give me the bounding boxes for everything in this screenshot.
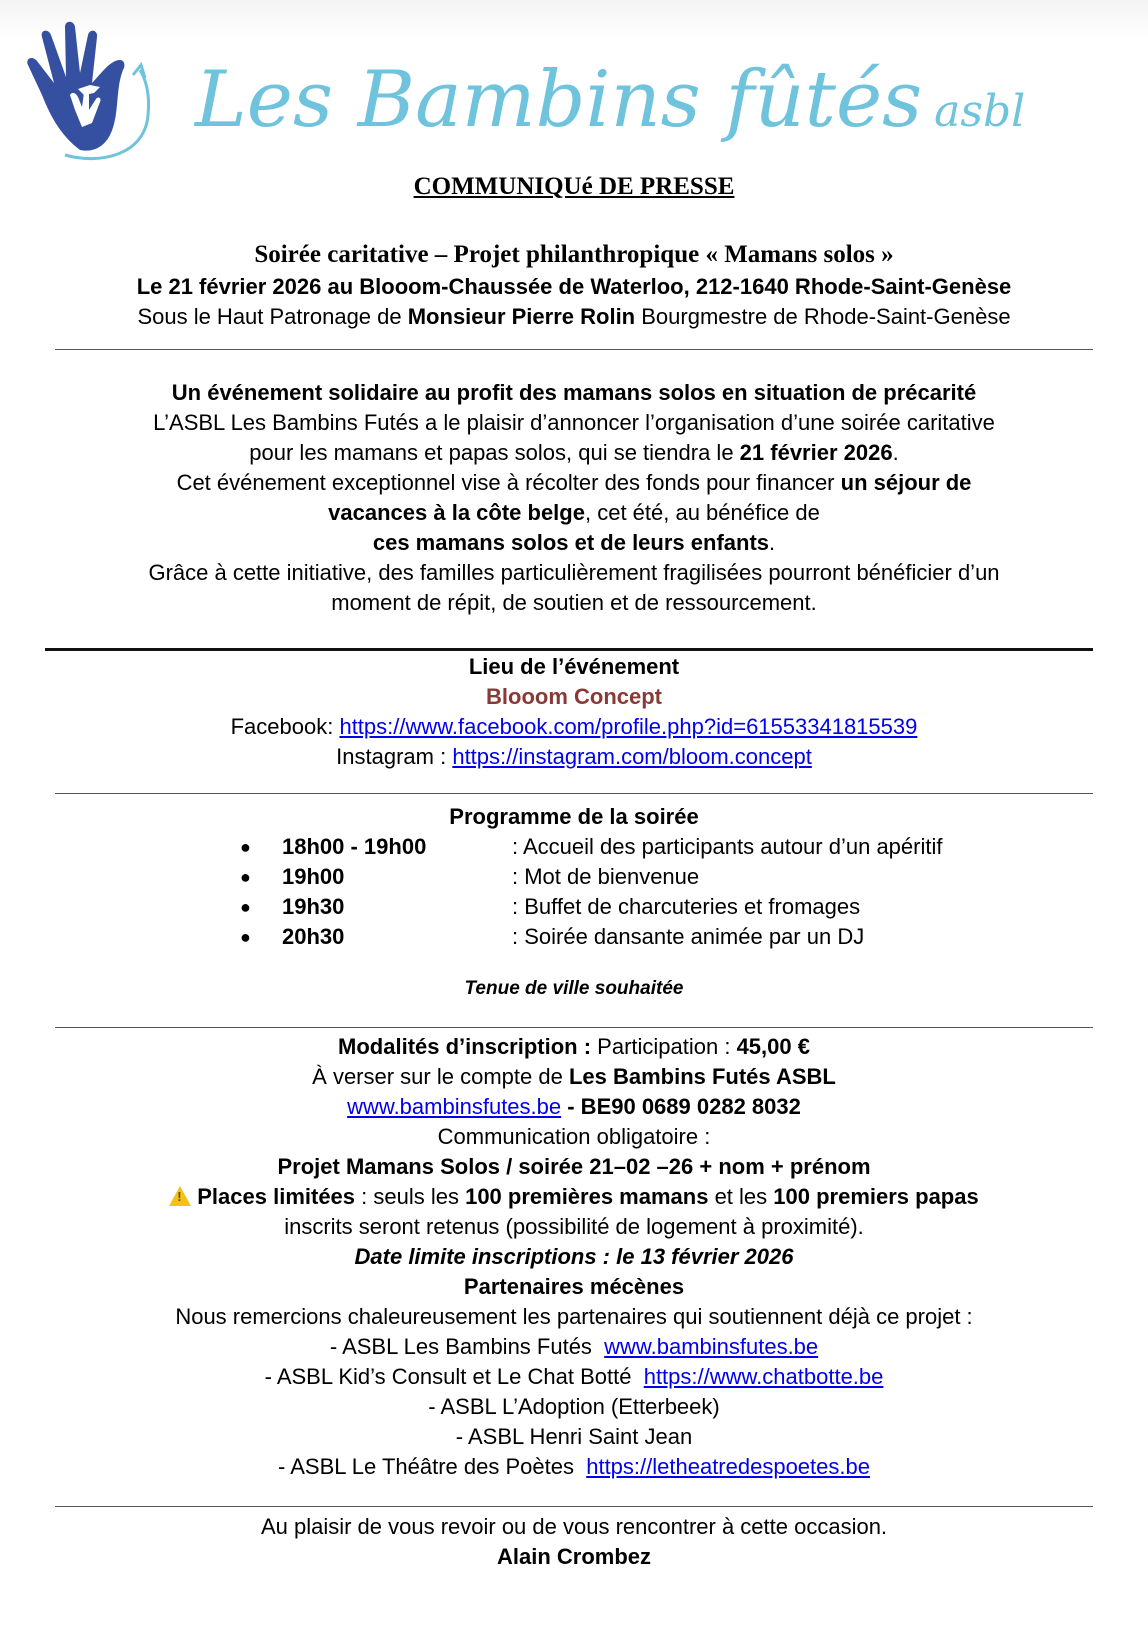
separator xyxy=(55,1027,1093,1028)
facebook-link[interactable]: https://www.facebook.com/profile.php?id=61553341815539 xyxy=(339,714,918,739)
programme-desc: : Soirée dansante animée par un DJ xyxy=(512,924,865,949)
facebook-label: Facebook: xyxy=(230,714,340,739)
dress-code: Tenue de ville souhaitée xyxy=(464,978,684,999)
warning-icon xyxy=(169,1186,191,1206)
website-link[interactable]: www.bambinsfutes.be xyxy=(347,1094,562,1119)
limited-places-line xyxy=(24,1182,1124,1212)
communication-value: Projet Mamans Solos / soirée 21–02 –26 + nom + prénom xyxy=(277,1154,871,1179)
limited-papas: 100 premiers papas xyxy=(773,1184,979,1209)
intro-text: . xyxy=(892,440,899,465)
partner-item xyxy=(24,1392,1124,1422)
programme-time: 18h00 - 19h00 xyxy=(282,834,427,859)
programme-item xyxy=(0,832,1148,862)
partner-link[interactable]: www.bambinsfutes.be xyxy=(604,1334,819,1359)
venue-heading: Lieu de l’événement xyxy=(468,654,680,679)
programme-desc: : Mot de bienvenue xyxy=(512,864,700,889)
signature: Alain Crombez xyxy=(496,1544,652,1569)
partner-name: - ASBL L’Adoption (Etterbeek) xyxy=(428,1394,720,1419)
intro-text: pour les mamans et papas solos, qui se tiendra le xyxy=(249,440,740,465)
intro-line: L’ASBL Les Bambins Futés a le plaisir d’annoncer l’organisation d’une soirée caritative xyxy=(153,410,995,435)
programme-time: 19h00 xyxy=(282,864,345,889)
separator-thick xyxy=(45,648,1093,651)
partner-name: - ASBL Le Théâtre des Poètes xyxy=(278,1454,587,1479)
limited-mamans: 100 premières mamans xyxy=(465,1184,709,1209)
partner-item xyxy=(24,1362,1124,1392)
brand-logo-text xyxy=(195,35,1095,165)
intro-heading: Un événement solidaire au profit des mamans solos en situation de précarité xyxy=(171,380,977,405)
bullet-icon: ● xyxy=(240,837,251,857)
programme-desc: : Buffet de charcuteries et fromages xyxy=(512,894,861,919)
programme-desc: : Accueil des participants autour d’un apéritif xyxy=(512,834,943,859)
intro-text: . xyxy=(769,530,776,555)
programme-item xyxy=(0,922,1148,952)
participation-label: Participation : xyxy=(591,1034,737,1059)
instagram-link[interactable]: https://instagram.com/bloom.concept xyxy=(452,744,812,769)
instagram-label: Instagram : xyxy=(336,744,453,769)
document-title: COMMUNIQUé DE PRESSE xyxy=(413,173,735,200)
partner-name: - ASBL Kid’s Consult et Le Chat Botté xyxy=(264,1364,644,1389)
brand-name: Les Bambins fûtés xyxy=(195,55,923,145)
intro-line xyxy=(24,498,1124,528)
partner-item xyxy=(24,1332,1124,1362)
separator xyxy=(55,793,1093,794)
communication-label: Communication obligatoire : xyxy=(437,1124,711,1149)
facebook-line xyxy=(24,712,1124,742)
intro-line xyxy=(24,438,1124,468)
intro-line: moment de répit, de soutien et de ressourcement. xyxy=(331,590,817,615)
intro-date: 21 février 2026 xyxy=(739,440,893,465)
intro-line: Grâce à cette initiative, des familles particulièrement fragilisées pourront bénéficier d’un xyxy=(148,560,1000,585)
partner-name: - ASBL Henri Saint Jean xyxy=(455,1424,693,1449)
intro-text: Cet événement exceptionnel vise à récolter des fonds pour financer xyxy=(176,470,841,495)
closing-message: Au plaisir de vous revoir ou de vous rencontrer à cette occasion. xyxy=(260,1514,888,1539)
limited-bold: Places limitées xyxy=(197,1184,356,1209)
event-date-location: Le 21 février 2026 au Blooom-Chaussée de Waterloo, 212-1640 Rhode-Saint-Genèse xyxy=(136,274,1012,299)
patronage-line xyxy=(24,302,1124,332)
programme-time: 19h30 xyxy=(282,894,345,919)
separator xyxy=(55,349,1093,350)
separator xyxy=(55,1506,1093,1507)
account-prefix: À verser sur le compte de xyxy=(312,1064,569,1089)
intro-bold: vacances à la côte belge xyxy=(328,500,585,525)
intro-line xyxy=(24,468,1124,498)
patronage-name: Monsieur Pierre Rolin xyxy=(407,304,636,329)
venue-name: Blooom Concept xyxy=(486,684,662,709)
partners-heading: Partenaires mécènes xyxy=(463,1274,685,1299)
registration-deadline: Date limite inscriptions : le 13 février 2026 xyxy=(354,1244,794,1269)
price: 45,00 € xyxy=(736,1034,810,1059)
registration-heading: Modalités d’inscription : xyxy=(338,1034,592,1059)
partner-link[interactable]: https://letheatredespoetes.be xyxy=(586,1454,870,1479)
registration-line xyxy=(24,1032,1124,1062)
account-holder: Les Bambins Futés ASBL xyxy=(568,1064,836,1089)
programme-heading: Programme de la soirée xyxy=(449,804,699,829)
limited-text: : seuls les xyxy=(355,1184,466,1209)
patronage-suffix: Bourgmestre de Rhode-Saint-Genèse xyxy=(635,304,1011,329)
account-line xyxy=(24,1062,1124,1092)
intro-bold: un séjour de xyxy=(840,470,972,495)
bullet-icon: ● xyxy=(240,927,251,947)
intro-text: , cet été, au bénéfice de xyxy=(584,500,820,525)
brand-suffix: asbl xyxy=(934,86,1026,137)
partners-intro: Nous remercions chaleureusement les partenaires qui soutiennent déjà ce projet : xyxy=(175,1304,973,1329)
iban-line xyxy=(24,1092,1124,1122)
letterhead xyxy=(0,0,1148,170)
bullet-icon: ● xyxy=(240,897,251,917)
patronage-prefix: Sous le Haut Patronage de xyxy=(137,304,408,329)
partner-item xyxy=(24,1422,1124,1452)
programme-item xyxy=(0,862,1148,892)
partner-link[interactable]: https://www.chatbotte.be xyxy=(643,1364,884,1389)
limited-text: et les xyxy=(708,1184,774,1209)
intro-bold: ces mamans solos et de leurs enfants xyxy=(372,530,770,555)
event-subtitle: Soirée caritative – Projet philanthropique « Mamans solos » xyxy=(254,241,894,268)
partner-item xyxy=(24,1452,1124,1482)
bullet-icon: ● xyxy=(240,867,251,887)
programme-time: 20h30 xyxy=(282,924,345,949)
partner-name: - ASBL Les Bambins Futés xyxy=(329,1334,605,1359)
hand-logo-icon xyxy=(20,15,170,165)
limited-places-line2: inscrits seront retenus (possibilité de logement à proximité). xyxy=(284,1214,864,1239)
programme-item xyxy=(0,892,1148,922)
intro-line xyxy=(24,528,1124,558)
iban: - BE90 0689 0282 8032 xyxy=(561,1094,801,1119)
instagram-line xyxy=(24,742,1124,772)
